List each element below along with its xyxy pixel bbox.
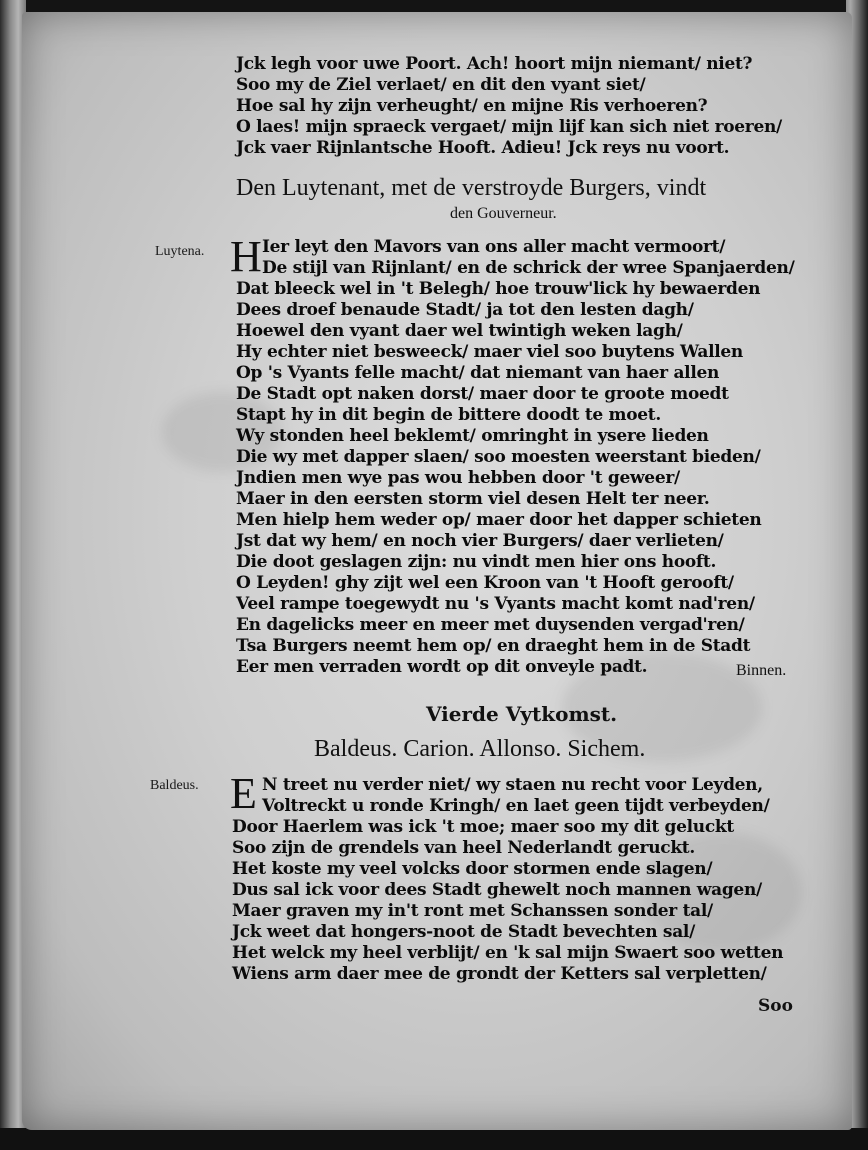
verse-line: Dat bleeck wel in 't Belegh/ hoe trouw'lick hy bewaerden — [236, 279, 761, 299]
act-title: Vierde Vytkomst. — [426, 702, 618, 726]
scene-heading-continuation: den Gouverneur. — [450, 205, 557, 222]
verse-line: Het koste my veel volcks door stormen ende slagen/ — [232, 859, 713, 879]
verse-line: Wiens arm daer mee de grondt der Ketters sal verpletten/ — [232, 964, 767, 984]
verse-line: Maer graven my in't ront met Schanssen sonder tal/ — [232, 901, 713, 921]
verse-line: Op 's Vyants felle macht/ dat niemant van haer allen — [236, 363, 720, 383]
verse-line: Jck vaer Rijnlantsche Hooft. Adieu! Jck reys nu voort. — [236, 138, 730, 158]
verse-line: Men hielp hem weder op/ maer door het dapper schieten — [236, 510, 762, 530]
verse-line: O Leyden! ghy zijt wel een Kroon van 't Hooft gerooft/ — [236, 573, 734, 593]
speaker-label: Luytena. — [155, 244, 205, 259]
verse-line: Jck legh voor uwe Poort. Ach! hoort mijn niemant/ niet? — [236, 54, 753, 74]
verse-line: Veel rampe toegewydt nu 's Vyants macht komt nad'ren/ — [236, 594, 755, 614]
verse-line: Tsa Burgers neemt hem op/ en draeght hem in de Stadt — [236, 636, 751, 656]
verse-line: Hoewel den vyant daer wel twintigh weken lagh/ — [236, 321, 683, 341]
verse-line: Soo my de Ziel verlaet/ en dit den vyant siet/ — [236, 75, 646, 95]
paper-page — [22, 12, 852, 1130]
verse-line: Stapt hy in dit begin de bittere doodt te moet. — [236, 405, 661, 425]
verse-line: De Stadt opt naken dorst/ maer door te groote moedt — [236, 384, 729, 404]
verse-line: Jst dat wy hem/ en noch vier Burgers/ daer verlieten/ — [236, 531, 724, 551]
verse-line: Die doot geslagen zijn: nu vindt men hier ons hooft. — [236, 552, 717, 572]
drop-cap: E — [230, 769, 257, 818]
verse-line: Hoe sal hy zijn verheught/ en mijne Ris verhoeren? — [236, 96, 708, 116]
verse-line: Jndien men wye pas wou hebben door 't geweer/ — [236, 468, 680, 488]
character-list: Baldeus. Carion. Allonso. Sichem. — [314, 736, 646, 762]
verse-line: Ier leyt den Mavors van ons aller macht vermoort/ — [262, 237, 726, 257]
verse-line: Het welck my heel verblijt/ en 'k sal mijn Swaert soo wetten — [232, 943, 784, 963]
stage-direction: Binnen. — [736, 662, 787, 679]
verse-line: Voltreckt u ronde Kringh/ en laet geen tijdt verbeyden/ — [262, 796, 770, 816]
verse-line: Soo zijn de grendels van heel Nederlandt geruckt. — [232, 838, 695, 858]
bottom-shadow-band — [0, 1128, 868, 1150]
verse-line: Hy echter niet besweeck/ maer viel soo buytens Wallen — [236, 342, 743, 362]
verse-line: N treet nu verder niet/ wy staen nu recht voor Leyden, — [262, 775, 763, 795]
verse-line: Die wy met dapper slaen/ soo moesten weerstant bieden/ — [236, 447, 761, 467]
drop-cap: H — [230, 232, 262, 281]
scene-heading: Den Luytenant, met de verstroyde Burgers, vindt — [236, 175, 707, 201]
verse-line: Jck weet dat hongers-noot de Stadt bevechten sal/ — [232, 922, 695, 942]
verse-line: De stijl van Rijnlant/ en de schrick der wree Spanjaerden/ — [262, 258, 795, 278]
speaker-label: Baldeus. — [150, 778, 199, 793]
text-block — [22, 12, 852, 1130]
verse-line: En dagelicks meer en meer met duysenden vergad'ren/ — [236, 615, 745, 635]
verse-line: Dees droef benaude Stadt/ ja tot den lesten dagh/ — [236, 300, 694, 320]
verse-line: Dus sal ick voor dees Stadt ghewelt noch mannen wagen/ — [232, 880, 762, 900]
verse-line: Maer in den eersten storm viel desen Helt ter neer. — [236, 489, 710, 509]
verse-line: Door Haerlem was ick 't moe; maer soo my dit geluckt — [232, 817, 734, 837]
catchword: Soo — [758, 996, 793, 1016]
verse-line: Wy stonden heel beklemt/ omringht in ysere lieden — [236, 426, 709, 446]
verse-line: O laes! mijn spraeck vergaet/ mijn lijf kan sich niet roeren/ — [236, 117, 782, 137]
verse-line: Eer men verraden wordt op dit onveyle padt. — [236, 657, 648, 677]
